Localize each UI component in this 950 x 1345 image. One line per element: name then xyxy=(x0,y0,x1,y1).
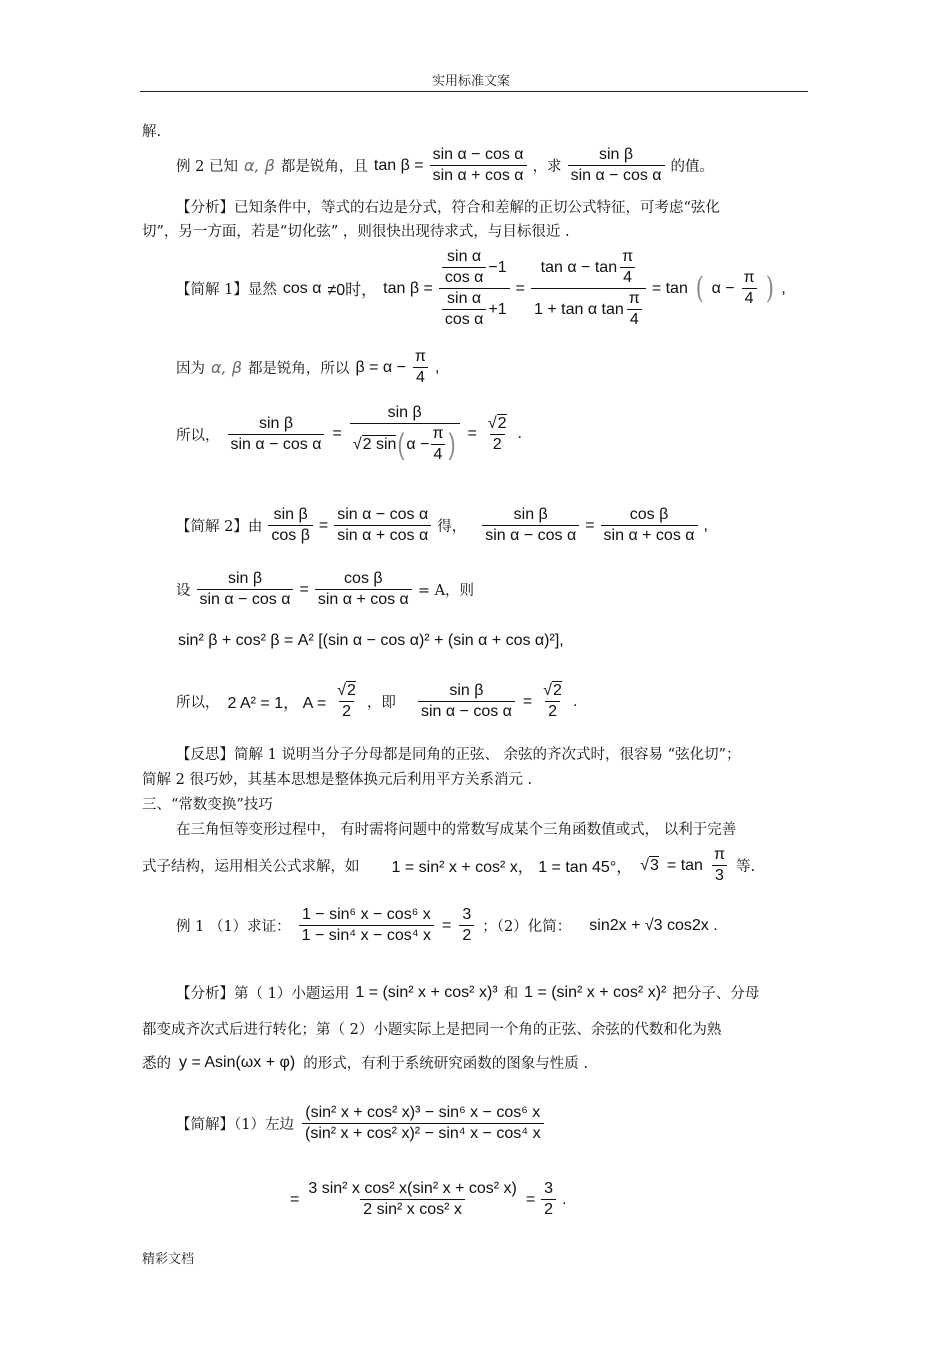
plus-one: +1 xyxy=(488,300,507,318)
ex1-label: 例 1 （1）求证： xyxy=(176,919,291,935)
equals: = xyxy=(442,916,452,934)
fraction-den: 4 xyxy=(627,309,642,329)
period: . xyxy=(562,1190,567,1208)
deng-text: 等. xyxy=(736,859,756,875)
let-line xyxy=(176,570,474,609)
fraction-den: sin α + cos α xyxy=(334,525,431,545)
tan-result: = tan xyxy=(651,279,688,297)
compound-fraction-2 xyxy=(531,248,646,329)
fraction-num: √2 xyxy=(487,414,507,432)
equals: = xyxy=(515,279,525,297)
tan-beta: tan β = xyxy=(373,156,424,174)
fraction-den: 2 xyxy=(545,701,560,721)
fraction-num: π xyxy=(628,290,640,307)
section-3-para-2 xyxy=(142,846,755,885)
fraction-num: sin α xyxy=(447,290,482,307)
s1-cond: ≠0时， xyxy=(327,282,378,299)
section-3-para-2-text: 式子结构，运用相关公式求解，如 xyxy=(142,859,360,875)
fraction-den: sin α + cos α xyxy=(430,165,527,185)
analysis-line-2: 切”，另一方面，若是“切化弦” ，则很快出现待求式，与目标很近 . xyxy=(142,224,570,240)
comma: , xyxy=(703,516,708,534)
fraction-num: sin α xyxy=(447,248,482,265)
fraction-num xyxy=(538,248,639,288)
alpha-minus: α − xyxy=(711,279,735,297)
fraction-den: sin α − cos α xyxy=(418,701,515,721)
fraction-den: sin α − cos α xyxy=(197,589,294,609)
solution1-line xyxy=(176,248,786,329)
reflection-line-1: 【反思】简解 1 说明当分子分母都是同角的正弦、 余弦的齐次式时，很容易 “弦化切”； xyxy=(176,747,741,763)
fraction-den: sin α − cos α xyxy=(568,165,665,185)
ex2-end: 的值。 xyxy=(670,159,715,175)
an2-1b: 和 xyxy=(503,986,519,1002)
solution-line-2 xyxy=(290,1180,567,1219)
fraction-target xyxy=(568,146,665,185)
because-line xyxy=(176,348,439,387)
let-text: 设 xyxy=(176,583,191,599)
section-3-heading: 三、“常数变换”技巧 xyxy=(142,797,273,813)
identity-squared: 1 = (sin² x + cos² x)² xyxy=(524,983,667,1001)
fraction-num: 3 xyxy=(462,906,472,923)
sqrt2: 2 xyxy=(347,682,356,699)
sqrt3: √3 xyxy=(640,856,659,874)
fraction-target xyxy=(482,506,579,545)
fraction-given xyxy=(430,146,527,185)
therefore-line-1 xyxy=(176,404,522,464)
therefore-text: 所以， xyxy=(176,427,220,444)
fraction-den: 2 xyxy=(541,1199,556,1219)
cosb-fraction xyxy=(315,570,412,609)
equals: = xyxy=(332,425,342,442)
left-side-fraction xyxy=(302,1104,544,1143)
analysis-line-1: 【分析】已知条件中，等式的右边是分式，符合和差解的正切公式特征，可考虑“弦化 xyxy=(176,200,720,216)
fraction-den: 3 xyxy=(712,865,727,885)
fraction-den: cos β xyxy=(268,525,313,545)
fraction-num: sin β xyxy=(513,506,548,523)
solution-line-1 xyxy=(176,1104,544,1143)
fraction-den xyxy=(439,288,510,329)
alpha-beta: α, β xyxy=(243,156,275,175)
left-paren: ( xyxy=(695,271,704,306)
simplified-fraction xyxy=(305,1180,519,1219)
comma: , xyxy=(434,358,440,376)
pi-over-3 xyxy=(711,846,728,885)
cosb-fraction xyxy=(601,506,698,545)
ex2-mid: 都是锐角，且 xyxy=(280,159,368,175)
ex2-line xyxy=(176,146,714,185)
analysis2-line-1 xyxy=(176,982,759,1003)
fraction-den: sin α + cos α xyxy=(315,589,412,609)
fraction-den: 4 xyxy=(742,288,757,308)
fraction-target xyxy=(197,570,294,609)
sqrt3-value: 3 xyxy=(650,856,659,874)
fraction-num: cos β xyxy=(344,570,383,587)
equals: = xyxy=(525,1190,536,1208)
left-paren: ( xyxy=(397,427,405,461)
equals: = xyxy=(318,516,329,534)
an2-3a: 悉的 xyxy=(142,1056,171,1072)
fraction-num: π xyxy=(743,269,755,286)
period: . xyxy=(572,692,578,710)
ji-text: ，即 xyxy=(366,695,396,711)
fraction-den: 2 xyxy=(339,701,354,721)
page-footer: 精彩文档 xyxy=(142,1252,195,1267)
equals: = xyxy=(290,1190,300,1208)
fraction-num: π xyxy=(713,846,725,863)
fraction-num: cos β xyxy=(629,506,669,523)
proof-fraction xyxy=(299,906,434,945)
beta-eq: β = α − xyxy=(355,358,406,376)
sqrt2-over-2 xyxy=(485,415,510,454)
equals: = xyxy=(522,692,533,710)
s2-de: 得， xyxy=(437,519,467,535)
because-mid: 都是锐角，所以 xyxy=(247,361,350,377)
tan-eq: = tan xyxy=(666,856,703,874)
fraction-num: π xyxy=(432,425,444,442)
fraction-num: sin α − cos α xyxy=(432,146,524,163)
fraction-num xyxy=(439,248,510,288)
s1-tanb: tan β = xyxy=(383,279,433,297)
fraction-den: 4 xyxy=(431,444,446,464)
fraction-num: √2 xyxy=(337,682,356,699)
sqrt2: 2 xyxy=(497,414,507,432)
fraction-den: √ 2 sin ( α − $\frac{\pi}{4}$ ) xyxy=(350,423,460,464)
page-header: 实用标准文案 xyxy=(432,74,511,89)
fraction-num: 3 sin² x cos² x(sin² x + cos² x) xyxy=(308,1180,517,1197)
sqrt2-sin: 2 sin xyxy=(362,436,397,453)
example-1-line xyxy=(176,906,718,945)
comma: , xyxy=(781,279,786,297)
fraction-num: 1 − sin⁶ x − cos⁶ x xyxy=(301,906,431,923)
fraction-target xyxy=(228,415,325,454)
tan-diff: tan α − tan xyxy=(540,258,618,276)
fraction-den xyxy=(531,288,646,329)
analysis2-line-2: 都变成齐次式后进行转化；第（ 2）小题实际上是把同一个角的正弦、余弦的代数和化为熟 xyxy=(142,1022,722,1038)
header-rule xyxy=(140,91,808,92)
an2-1a: 【分析】第（ 1）小题运用 xyxy=(176,986,350,1002)
fraction-num: sin β xyxy=(449,682,484,699)
because-text: 因为 xyxy=(176,361,205,377)
fraction-sqrt2-sin xyxy=(350,404,460,464)
fraction-num: sin β xyxy=(273,506,308,523)
therefore-line-2 xyxy=(176,682,577,721)
identity-equation: sin² β + cos² β = A² [(sin α − cos α)² + (sin α + cos α)²], xyxy=(178,632,564,649)
fraction-den: 4 xyxy=(620,267,635,287)
section-3-para-1: 在三角恒等变形过程中， 有时需将问题中的常数写成某个三角函数值或式， 以利于完善 xyxy=(176,822,737,838)
constant-identities: 1 = sin² x + cos² x， 1 = tan 45°， xyxy=(391,859,633,876)
fraction-given xyxy=(334,506,431,545)
period: . xyxy=(517,425,522,442)
fraction-num: sin α − cos α xyxy=(337,506,429,523)
fraction-target xyxy=(418,682,515,721)
asin-form: y = Asin(ωx + φ) xyxy=(179,1053,296,1071)
fraction-den: cos α xyxy=(442,267,487,287)
minus-one: −1 xyxy=(488,258,507,276)
fraction-num: sin β xyxy=(227,570,263,587)
sinb-over-cosb xyxy=(268,506,313,545)
solution2-line xyxy=(176,506,708,545)
fraction-den: (sin² x + cos² x)² − sin⁴ x − cos⁴ x xyxy=(302,1123,544,1143)
fraction-num: (sin² x + cos² x)³ − sin⁶ x − cos⁶ x xyxy=(305,1104,541,1121)
fraction-num: sin β xyxy=(258,414,294,432)
fraction-den: 2 xyxy=(459,925,474,945)
three-halves xyxy=(459,906,474,945)
sqrt2-over-2 xyxy=(540,682,565,721)
equals: = xyxy=(467,425,477,442)
fraction-num: sin β xyxy=(599,146,634,163)
s2-label: 【简解 2】由 xyxy=(176,519,263,535)
reflection-line-2: 简解 2 很巧妙，其基本思想是整体换元后利用平方关系消元 . xyxy=(142,772,533,788)
fraction-den: 4 xyxy=(413,367,428,387)
fraction-num: √2 xyxy=(543,682,562,699)
fraction-num: π xyxy=(414,348,426,365)
fraction-den: 1 − sin⁴ x − cos⁴ x xyxy=(299,925,434,945)
three-halves xyxy=(541,1180,556,1219)
tan-prod: 1 + tan α tan xyxy=(534,300,624,318)
fraction-num: 3 xyxy=(544,1180,554,1197)
alpha-minus: α − xyxy=(406,435,430,453)
an2-3c: 的形式，有利于系统研究函数的图象与性质 . xyxy=(303,1056,588,1072)
fraction-num: π xyxy=(622,248,634,265)
ex2-intro: 例 2 已知 xyxy=(176,159,238,175)
identity-cubed: 1 = (sin² x + cos² x)³ xyxy=(355,983,498,1001)
fraction-den: 2 sin² x cos² x xyxy=(360,1199,465,1219)
equals: = xyxy=(585,516,595,534)
fraction-den: sin α + cos α xyxy=(601,525,698,545)
analysis2-line-3 xyxy=(142,1052,588,1073)
two-a-squared: 2 A² = 1， A = xyxy=(227,695,327,712)
right-paren: ) xyxy=(765,271,774,306)
ex1-expr2: sin2x + √3 cos2x . xyxy=(589,916,718,934)
compound-fraction-1 xyxy=(439,248,510,329)
therefore-text: 所以， xyxy=(176,695,220,711)
sqrt2: 2 xyxy=(553,682,562,699)
pi-over-4 xyxy=(412,348,429,387)
ex2-qiu: ，求 xyxy=(532,159,562,175)
fraction-num: sin β xyxy=(387,404,422,421)
alpha-beta: α, β xyxy=(211,358,242,377)
sqrt2-over-2 xyxy=(334,682,359,721)
sol-label: 【简解】（1）左边 xyxy=(176,1117,294,1133)
then-text: = A，则 xyxy=(417,583,475,599)
ex1-part2: ；（2）化简： xyxy=(482,919,572,935)
s1-label: 【简解 1】显然 xyxy=(176,282,277,298)
fraction-den: sin α − cos α xyxy=(482,525,579,545)
text-jie: 解. xyxy=(142,124,162,140)
fraction-den: sin α − cos α xyxy=(228,434,325,454)
an2-1c: 把分子、分母 xyxy=(672,986,760,1002)
fraction-den: 2 xyxy=(490,434,505,454)
pi-over-4 xyxy=(741,269,758,308)
fraction-den: cos α xyxy=(442,309,487,329)
right-paren: ) xyxy=(448,427,455,461)
equals: = xyxy=(299,580,309,598)
cos-alpha: cos α xyxy=(282,279,322,297)
